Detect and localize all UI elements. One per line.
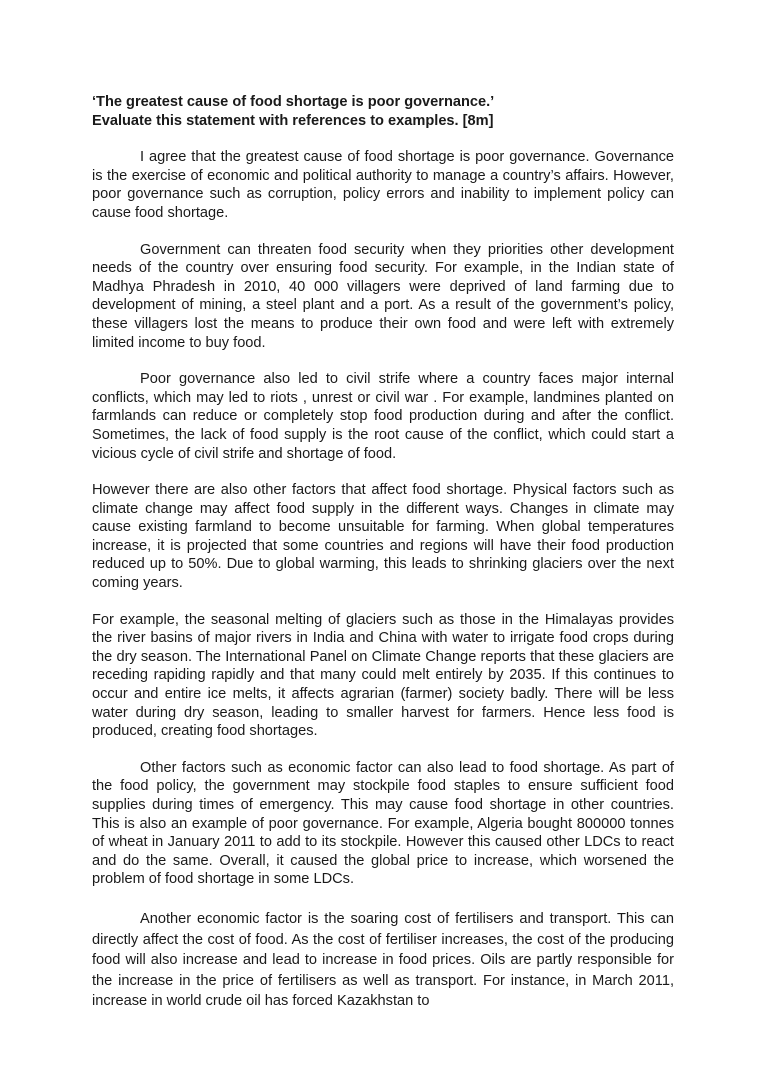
- paragraph-physical-factors: However there are also other factors that affect food shortage. Physical factors such as climate change may affect food supply in the different ways. Changes in climate may cause existing farmland to become unsuitable for farming. When global temperatures increase, it is projected that some countries and regions will have their food production reduced up to 50%. Due to global warming, this leads to shrinking glaciers over the next coming years.: [92, 482, 674, 592]
- paragraph-civil-strife: Poor governance also led to civil strife where a country faces major internal conflicts, which may led to riots , unrest or civil war . For example, landmines planted on farmlands can reduce or completely stop food production during and after the conflict. Sometimes, the lack of food supply is the root cause of the conflict, which could start a vicious cycle of civil strife and shortage of food.: [92, 371, 674, 462]
- essay-question-line-2: Evaluate this statement with references to examples. [8m]: [92, 112, 494, 129]
- paragraph-economic-factors: Other factors such as economic factor can also lead to food shortage. As part of the food policy, the government may stockpile food staples to ensure sufficient food supplies during times of emergency. This may cause food shortage in other countries. This is also an example of poor governance. For example, Algeria bought 800000 tonnes of wheat in January 2011 to add to its stockpile. However this caused other LDCs to react and do the same. Overall, it caused the global price to increase, which worsened the problem of food shortage in some LDCs.: [92, 759, 674, 888]
- paragraph-government-priorities: Government can threaten food security when they priorities other development needs of the country over ensuring food security. For example, in the Indian state of Madhya Phradesh in 2010, 40 000 villagers were deprived of land farming due to development of mining, a steel plant and a port. As a result of the government’s policy, these villagers lost the means to produce their own food and were left with extremely limited income to buy food.: [92, 241, 674, 351]
- paragraph-introduction: I agree that the greatest cause of food shortage is poor governance. Governance is the exercise of economic and political authority to manage a country’s affairs. However, poor governance such as corruption, policy errors and inability to implement policy can cause food shortage.: [92, 149, 674, 221]
- essay-question-line-1: ‘The greatest cause of food shortage is poor governance.’: [92, 94, 495, 110]
- paragraph-glaciers-example: For example, the seasonal melting of glaciers such as those in the Himalayas provides the river basins of major rivers in India and China with water to irrigate food crops during the dry season. The International Panel on Climate Change reports that these glaciers are receding rapiding rapidly and that many could melt entirely by 2035. If this continues to occur and entire ice melts, it affects agrarian (farmer) society badly. There will be less water during dry season, leading to smaller harvest for farmers. Hence less food is produced, creating food shortages.: [92, 611, 674, 740]
- document-body: [92, 93, 674, 1012]
- paragraph-fertiliser-transport: Another economic factor is the soaring cost of fertilisers and transport. This can directly affect the cost of food. As the cost of fertiliser increases, the cost of the producing food will also increase and lead to increase in food prices. Oils are partly responsible for the increase in the price of fertilisers as well as transport. For instance, in March 2011, increase in world crude oil has forced Kazakhstan to: [92, 910, 674, 1010]
